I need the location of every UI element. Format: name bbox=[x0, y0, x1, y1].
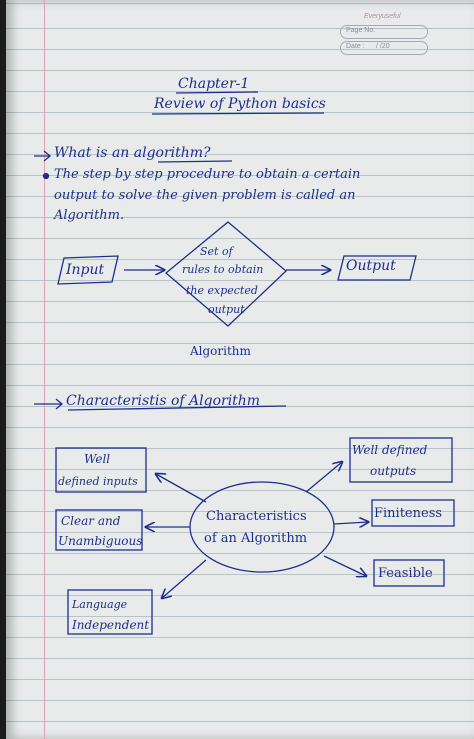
node-clear-text-1: Clear and bbox=[61, 514, 121, 528]
page-no-label: Page No. bbox=[346, 27, 376, 34]
center-text-2: of an Algorithm bbox=[204, 531, 308, 546]
output-box bbox=[338, 256, 416, 280]
chapter-subtitle: Review of Python basics bbox=[154, 96, 326, 112]
node-clear-text-2: Unambiguous bbox=[58, 534, 143, 548]
arrow-to-finiteness bbox=[334, 522, 368, 524]
definition-line-1: The step by step procedure to obtain a certain bbox=[54, 167, 361, 182]
node-language-text-1: Language bbox=[72, 598, 128, 611]
subtitle-underline bbox=[152, 113, 324, 114]
brand-label: Everyuseful bbox=[364, 13, 401, 20]
characteristics-heading: Characteristis of Algorithm bbox=[66, 393, 261, 409]
node-finiteness-box bbox=[372, 500, 454, 526]
node-feasible-text: Feasible bbox=[378, 566, 433, 581]
definition-line-2: output to solve the given problem is called an bbox=[54, 188, 356, 203]
notebook-page bbox=[6, 0, 474, 739]
arrow-to-outputs bbox=[306, 462, 342, 492]
question-heading: What is an algorithm? bbox=[54, 145, 211, 161]
arrow-to-inputs bbox=[156, 474, 206, 502]
node-outputs-box bbox=[350, 438, 452, 482]
flow-input-label: Input bbox=[66, 262, 105, 278]
diamond-text-2: rules to obtain bbox=[182, 263, 264, 276]
definition-bullet bbox=[44, 174, 49, 179]
ink-drawing-layer bbox=[6, 0, 474, 739]
flow-caption: Algorithm bbox=[190, 344, 251, 358]
diamond-text-1: Set of bbox=[200, 245, 233, 258]
chapter-underline bbox=[176, 92, 258, 93]
definition-line-3: Algorithm. bbox=[54, 208, 125, 223]
center-ellipse bbox=[190, 482, 334, 572]
question-arrow bbox=[34, 151, 50, 161]
chapter-title: Chapter-1 bbox=[178, 76, 250, 92]
node-outputs-text-1: Well defined bbox=[352, 443, 428, 457]
diamond-text-4: output bbox=[208, 303, 245, 316]
node-feasible-box bbox=[374, 560, 444, 586]
node-inputs-text-2: defined inputs bbox=[58, 475, 138, 488]
node-language-text-2: Independent bbox=[72, 618, 150, 632]
node-inputs-box bbox=[56, 448, 146, 492]
diamond-text-3: the expected bbox=[186, 284, 258, 297]
section-arrow bbox=[34, 399, 62, 409]
node-inputs-text-1: Well bbox=[84, 452, 111, 466]
node-outputs-text-2: outputs bbox=[370, 464, 417, 478]
node-language-box bbox=[68, 590, 152, 634]
algorithm-diamond bbox=[166, 222, 286, 326]
node-finiteness-text: Finiteness bbox=[374, 506, 443, 521]
date-label: Date : bbox=[346, 43, 365, 50]
arrow-to-feasible bbox=[324, 556, 366, 576]
center-text-1: Characteristics bbox=[206, 509, 307, 524]
arrow-to-language bbox=[162, 560, 206, 598]
date-value: / /20 bbox=[376, 43, 390, 50]
node-clear-box bbox=[56, 510, 142, 550]
question-underline bbox=[158, 161, 232, 162]
input-box bbox=[58, 256, 118, 284]
section-underline bbox=[68, 406, 286, 410]
flow-output-label: Output bbox=[346, 258, 396, 274]
